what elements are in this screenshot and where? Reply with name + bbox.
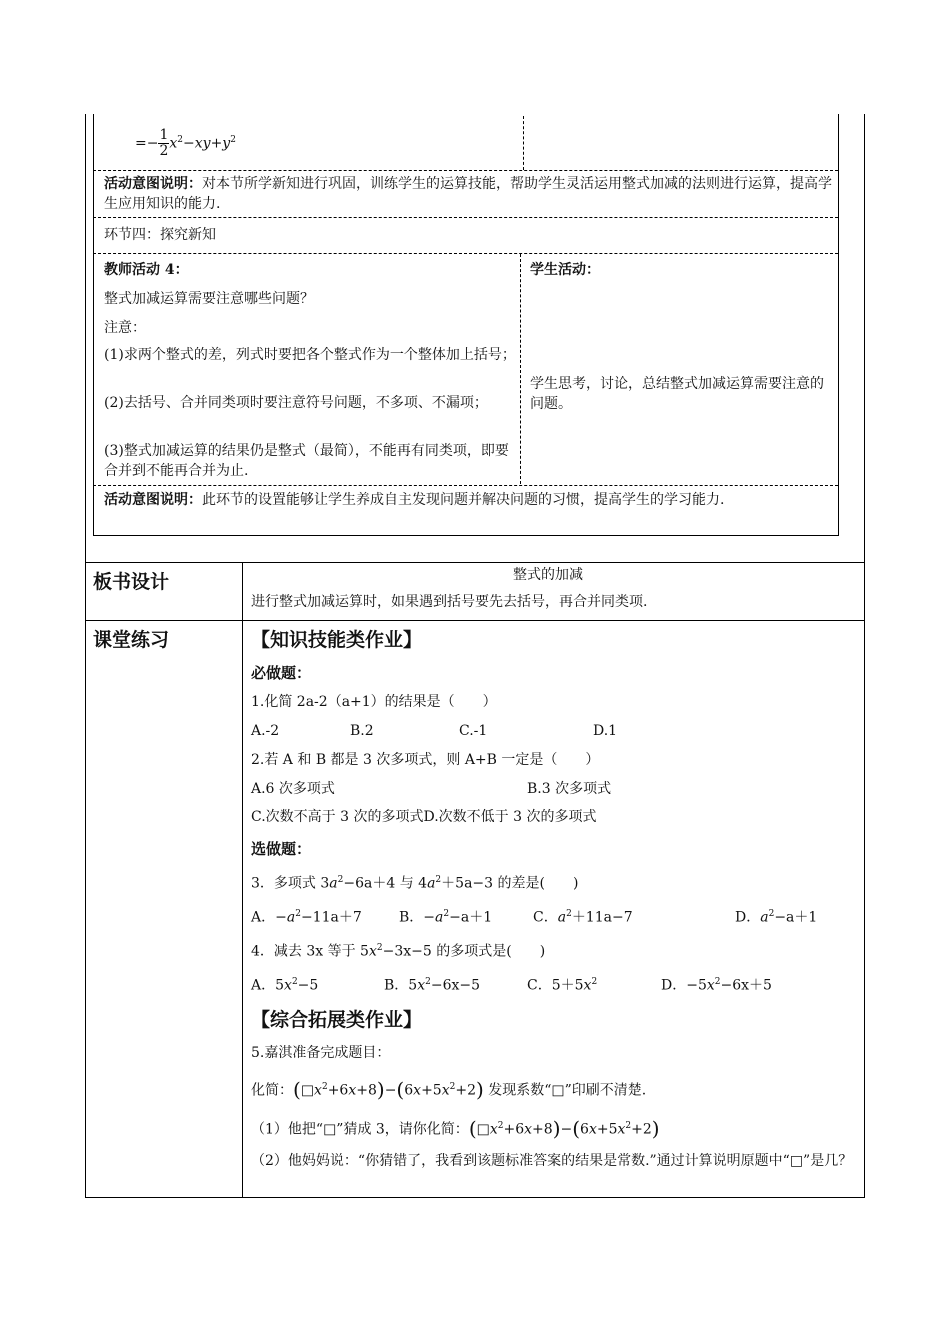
row-divider-board: [85, 562, 865, 563]
q5-simplify-line: 化简：$(□x^2+6x+8)-(6x+5x^2+2)$ 发现系数“□”印刷不清楚.: [251, 1077, 647, 1102]
question-3: 3．多项式 $3a^2-6a+4$ 与 $4a^2+5a-3$ 的差是( ): [251, 875, 579, 892]
q3-option-d: D．$a^2-a+1$: [735, 909, 818, 926]
board-text: 进行整式加减运算时，如果遇到括号要先去括号，再合并同类项.: [251, 594, 648, 610]
board-title: 整式的加减: [513, 567, 583, 583]
q4-option-c: C．$5+5x^2$: [527, 977, 598, 994]
q4-option-a: A．$5x^2-5$: [251, 977, 319, 994]
inner-bottom-border: [93, 535, 839, 536]
teacher-point-2: (2)去括号、合并同类项时要注意符号问题，不多项、不漏项；: [104, 395, 488, 411]
label-column-divider: [242, 562, 243, 1198]
outer-left-border: [85, 114, 86, 1198]
inner-right-border: [838, 114, 839, 536]
q2-option-a: A.6 次多项式: [251, 781, 335, 797]
q4-option-b: B．$5x^2-6x-5$: [384, 977, 481, 994]
inner-left-border: [93, 114, 94, 536]
inner-col-divider-mid: [520, 254, 521, 484]
q1-option-d: D.1: [593, 723, 618, 739]
q3-option-a: A．$-a^2-11a+7$: [251, 909, 362, 926]
question-1: 1.化简 2a-2（a+1）的结果是（ ）: [251, 694, 497, 710]
inner-divider-4: [93, 485, 838, 486]
teacher-note-label: 注意：: [104, 320, 146, 336]
section-skills-homework: 【知识技能类作业】: [251, 629, 423, 651]
teacher-activity-title: 教师活动 4：: [104, 262, 189, 278]
activity-intent-1: 活动意图说明：对本节所学新知进行巩固，训练学生的运算技能，帮助学生灵活运用整式加减的法则进行运算，提高学生应用知识的能力.: [104, 176, 832, 212]
inner-divider-1: [93, 170, 838, 171]
student-activity-text: 学生思考，讨论，总结整式加减运算需要注意的问题。: [530, 376, 824, 412]
teacher-question: 整式加减运算需要注意哪些问题？: [104, 291, 314, 307]
inner-col-divider-top: [523, 116, 524, 170]
outer-bottom-border: [85, 1197, 865, 1198]
question-4: 4．减去 3x 等于 $5x^2-3x-5$ 的多项式是( ): [251, 943, 546, 960]
q2-option-b: B.3 次多项式: [527, 781, 612, 797]
q4-option-d: D．$-5x^2-6x+5$: [661, 977, 772, 994]
section-extension-homework: 【综合拓展类作业】: [251, 1009, 423, 1031]
teacher-point-1: (1)求两个整式的差，列式时要把各个整式作为一个整体加上括号；: [104, 347, 516, 363]
question-2: 2.若 A 和 B 都是 3 次多项式，则 A+B 一定是（ ）: [251, 752, 600, 768]
outer-right-border: [864, 114, 865, 1198]
q1-option-a: A.-2: [251, 723, 280, 739]
inner-divider-2: [93, 217, 838, 218]
q5-part-2: （2）他妈妈说：“你猜错了，我看到该题标准答案的结果是常数.”通过计算说明原题中“□”是几？: [251, 1153, 853, 1169]
optional-heading: 选做题：: [251, 840, 312, 858]
stage-four-title: 环节四：探究新知: [104, 227, 216, 243]
q1-option-b: B.2: [350, 723, 374, 739]
row-divider-practice: [85, 620, 865, 621]
activity-intent-2: 活动意图说明：此环节的设置能够让学生养成自主发现问题并解决问题的习惯，提高学生的学习能力.: [104, 492, 725, 508]
q5-part-1: （1）他把“□”猜成 3，请你化简：$(□x^2+6x+8)-(6x+5x^2+2)$: [251, 1116, 660, 1141]
board-design-label: 板书设计: [93, 571, 170, 593]
q2-option-cd: C.次数不高于 3 次的多项式D.次数不低于 3 次的多项式: [251, 809, 597, 825]
student-activity-title: 学生活动：: [530, 262, 600, 278]
teacher-point-3: (3)整式加减运算的结果仍是整式（最简），不能再有同类项，即要合并到不能再合并为止.: [104, 443, 509, 479]
inner-divider-3: [93, 253, 838, 254]
practice-label: 课堂练习: [93, 629, 170, 651]
question-5: 5.嘉淇准备完成题目：: [251, 1045, 391, 1061]
q1-option-c: C.-1: [459, 723, 488, 739]
q3-option-b: B．$-a^2-a+1$: [399, 909, 493, 926]
required-heading: 必做题：: [251, 664, 312, 682]
q3-option-c: C．$a^2+11a-7$: [533, 909, 633, 926]
formula-result: =− $\frac{1}{2}$ $x^2-xy+y^2$: [135, 127, 236, 160]
